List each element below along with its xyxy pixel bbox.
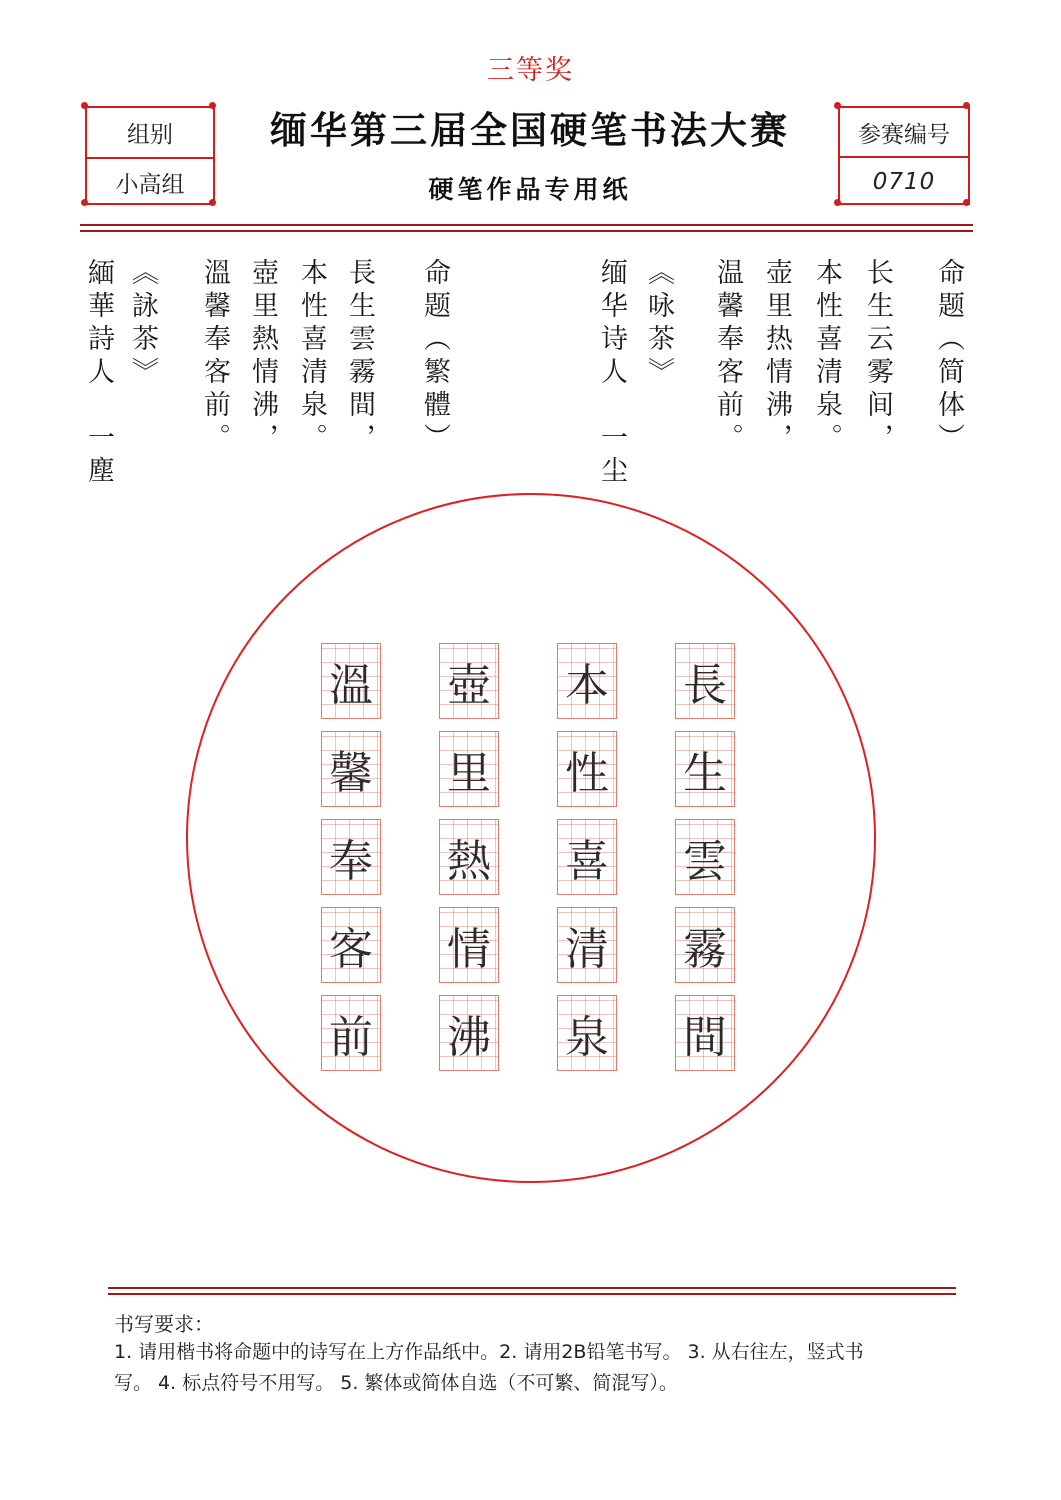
box-corner <box>209 102 216 109</box>
prompt-simplified-line: 温馨奉客前。 <box>712 258 743 456</box>
entry-box <box>838 106 970 205</box>
group-box <box>85 106 215 205</box>
artwork-char: 沸 <box>439 995 499 1071</box>
prompt-simplified-author: 缅华诗人 一尘 <box>596 258 627 489</box>
box-corner <box>963 199 970 206</box>
entry-label: 参赛编号 <box>858 121 950 148</box>
prompt-simplified-heading: 命题（简体） <box>933 258 964 456</box>
artwork-char: 本 <box>557 643 617 719</box>
prompt-traditional-line: 本性喜清泉。 <box>296 258 327 456</box>
artwork-circle <box>186 493 876 1183</box>
artwork-char: 間 <box>675 995 735 1071</box>
prompt-traditional-line: 長生雲霧間， <box>344 258 375 456</box>
box-corner <box>81 199 88 206</box>
box-corner <box>834 102 841 109</box>
requirements-heading: 书写要求： <box>114 1312 214 1336</box>
box-corner <box>209 199 216 206</box>
box-corner <box>834 199 841 206</box>
prompt-simplified-line: 壶里热情沸， <box>761 258 792 456</box>
group-label: 组别 <box>127 122 173 148</box>
artwork-char: 性 <box>557 731 617 807</box>
prompt-traditional-poem-title: 《詠茶》 <box>127 258 158 390</box>
artwork-char: 生 <box>675 731 735 807</box>
footer-rule <box>108 1293 956 1295</box>
artwork-char: 馨 <box>321 731 381 807</box>
contest-title: 缅华第三届全国硬笔书法大赛 <box>270 108 790 152</box>
artwork-char: 奉 <box>321 819 381 895</box>
requirements-line: 1. 请用楷书将命题中的诗写在上方作品纸中。2. 请用2B铅笔书写。 3. 从右往左，竖式书 <box>114 1341 864 1363</box>
artwork-char: 壺 <box>439 643 499 719</box>
requirements-line: 写。 4. 标点符号不用写。 5. 繁体或简体自选（不可繁、简混写）。 <box>114 1372 678 1394</box>
prompt-traditional-author: 緬華詩人 一塵 <box>83 258 114 489</box>
header-rule <box>80 224 973 226</box>
prompt-traditional-line: 溫馨奉客前。 <box>199 258 230 456</box>
artwork-char: 霧 <box>675 907 735 983</box>
entry-number: 0710 <box>872 168 936 195</box>
paper-subtitle: 硬笔作品专用纸 <box>428 175 632 204</box>
artwork-char: 熱 <box>439 819 499 895</box>
footer-rule <box>108 1287 956 1289</box>
artwork-char: 溫 <box>321 643 381 719</box>
prompt-simplified-line: 长生云雾间， <box>862 258 893 456</box>
header-rule <box>80 230 973 232</box>
artwork-char: 前 <box>321 995 381 1071</box>
box-corner <box>81 102 88 109</box>
award-label: 三等奖 <box>487 55 574 86</box>
prompt-traditional-heading: 命题（繁體） <box>419 258 450 456</box>
prompt-traditional-line: 壺里熱情沸， <box>247 258 278 456</box>
artwork-char: 泉 <box>557 995 617 1071</box>
group-value: 小高组 <box>115 171 185 198</box>
artwork-char: 喜 <box>557 819 617 895</box>
box-corner <box>963 102 970 109</box>
prompt-simplified-line: 本性喜清泉。 <box>811 258 842 456</box>
artwork-char: 里 <box>439 731 499 807</box>
artwork-char: 客 <box>321 907 381 983</box>
artwork-char: 清 <box>557 907 617 983</box>
artwork-char: 長 <box>675 643 735 719</box>
prompt-simplified-poem-title: 《咏茶》 <box>643 258 674 390</box>
artwork-char: 情 <box>439 907 499 983</box>
artwork-char: 雲 <box>675 819 735 895</box>
